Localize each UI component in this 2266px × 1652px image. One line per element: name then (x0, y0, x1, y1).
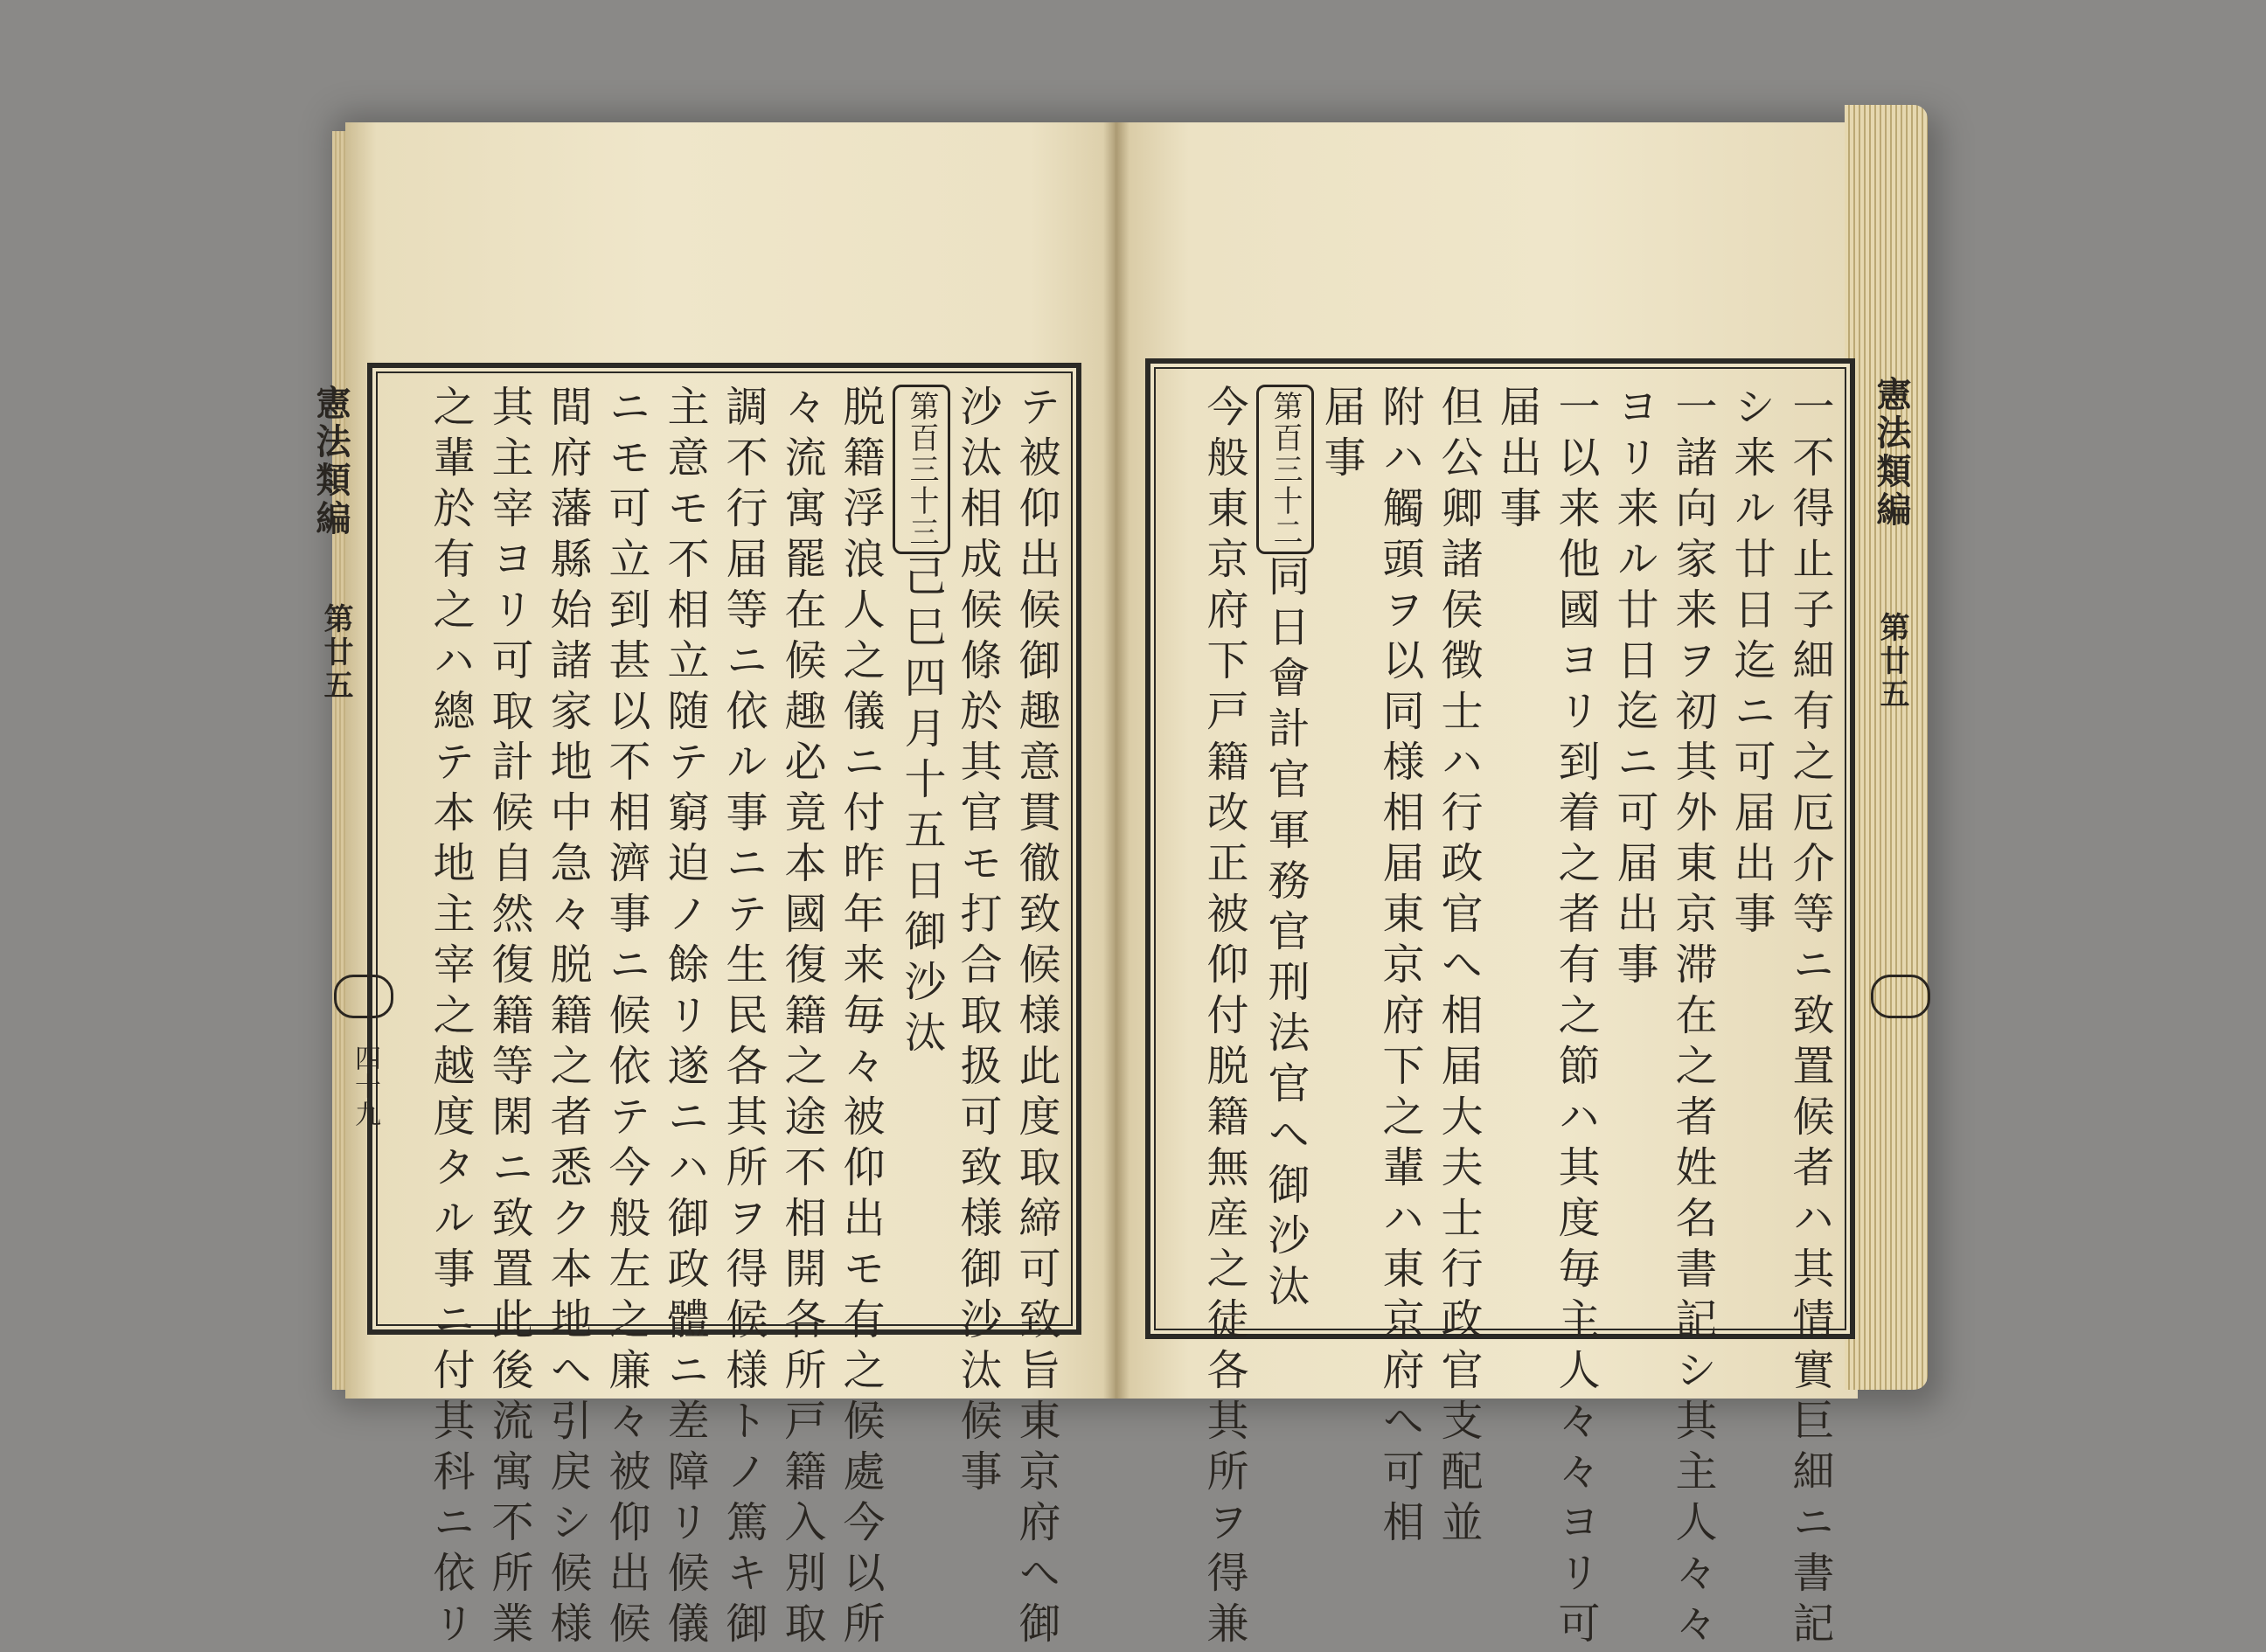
right-column (1256, 385, 1314, 1315)
right-column: 届出事 (1492, 385, 1541, 537)
right-column: ヨリ来ル廿日迄ニ可届出事 (1609, 385, 1658, 993)
left-tab-mark (334, 975, 393, 1018)
left-column: テ被仰出候御趣意貫徹致候様此度取締可致旨東京府へ御 (1011, 385, 1060, 1652)
left-column (893, 385, 950, 1061)
left-column: 脱籍浮浪人之儀ニ付昨年来毎々被仰出モ有之候處今以所 (836, 385, 885, 1652)
left-column: 沙汰相成候條於其官モ打合取扱可致様御沙汰候事 (953, 385, 1002, 1500)
left-column: 間府藩縣始諸家地中急々脱籍之者悉ク本地へ引戻シ候様 (543, 385, 592, 1652)
left-column: 之輩於有之ハ總テ本地主宰之越度タル事ニ付其科ニ依リ (426, 385, 475, 1652)
right-column: 今般東京府下戸籍改正被仰付脱籍無産之徒各其所ヲ得兼 (1199, 385, 1248, 1652)
right-tab-mark (1871, 975, 1930, 1018)
right-column: 一不得止子細有之厄介等ニ致置候者ハ其情實巨細ニ書記 (1785, 385, 1834, 1652)
left-folio: 四十九 (350, 1045, 380, 1128)
left-side-title: 憲法類編 (310, 385, 351, 538)
right-column: 一以来他國ヨリ到着之者有之節ハ其度毎主人々々ヨリ可 (1551, 385, 1600, 1652)
left-column-text: 己巳四月十五日御沙汰 (897, 554, 946, 1061)
page-edges-right (1845, 105, 1928, 1390)
left-column: 調不行届等ニ依ル事ニテ生民各其所ヲ得候様トノ篤キ御 (719, 385, 768, 1652)
left-column: 々流寓罷在候趣必竟本國復籍之途不相開各所戸籍入別取 (777, 385, 826, 1652)
right-column: シ来ル廿日迄ニ可届出事 (1727, 385, 1776, 942)
left-side-volume: 第廿五 (318, 603, 353, 703)
right-column: 但公卿諸侯徴士ハ行政官へ相届大夫士行政官支配並 (1434, 385, 1483, 1551)
right-column: 届事 (1317, 385, 1366, 486)
left-article-number: 第百三十三 (893, 385, 950, 554)
book-gutter (1103, 122, 1130, 1399)
right-article-number: 第百三十二 (1256, 385, 1314, 554)
right-side-title: 憲法類編 (1871, 376, 1912, 530)
right-side-volume: 第廿五 (1874, 612, 1909, 711)
left-column: 其主宰ヨリ可取計候自然復籍等閑ニ致置此後流寓不所業 (484, 385, 533, 1652)
right-column: 附ハ觸頭ヲ以同様相届東京府下之輩ハ東京府へ可相 (1375, 385, 1424, 1551)
right-column-text: 同日會計官軍務官刑法官へ御沙汰 (1261, 554, 1310, 1315)
left-column: ニモ可立到甚以不相濟事ニ候依テ今般左之廉々被仰出候 (601, 385, 650, 1652)
right-column: 一諸向家来ヲ初其外東京滞在之者姓名書記シ其主人々々 (1668, 385, 1717, 1652)
left-column: 主意モ不相立随テ窮迫ノ餘リ遂ニハ御政體ニ差障リ候儀 (660, 385, 709, 1652)
